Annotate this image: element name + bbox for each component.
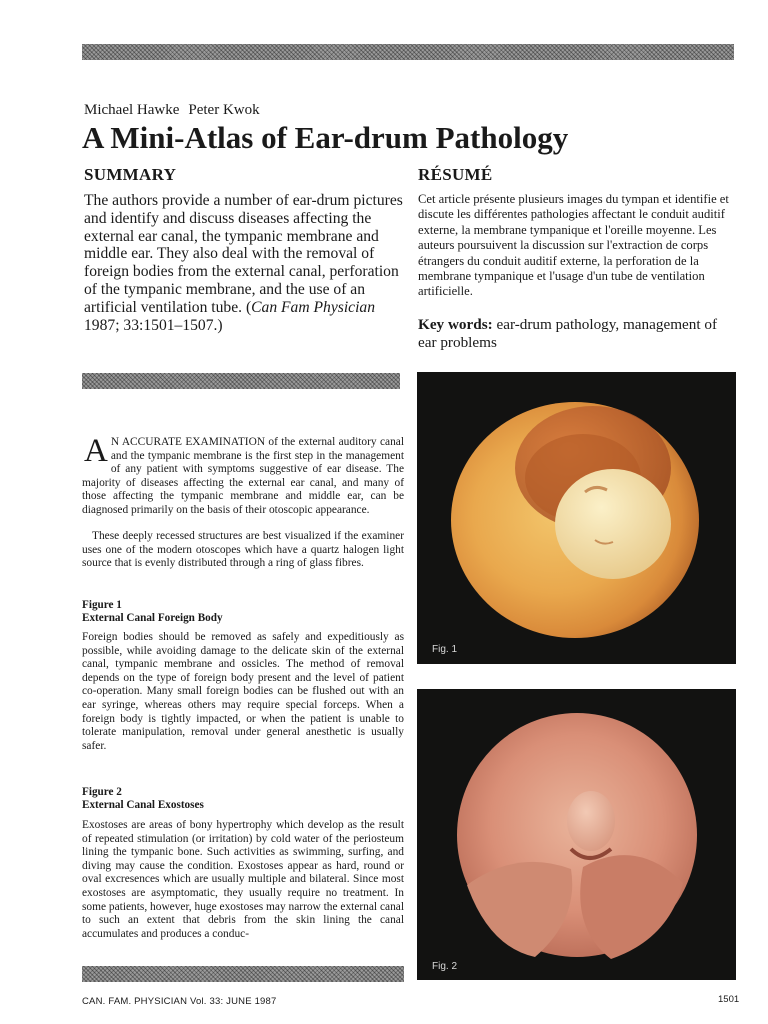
header-rule: [82, 44, 734, 60]
article-title: A Mini-Atlas of Ear-drum Pathology: [82, 120, 569, 155]
footer-rule: [82, 966, 404, 982]
summary-heading: SUMMARY: [84, 165, 177, 184]
resume-heading: RÉSUMÉ: [418, 165, 493, 184]
author-line: [84, 102, 260, 119]
page-number: 1501: [718, 994, 740, 1005]
summary-body: The authors provide a number of ear-drum pictures and identify and discuss diseases affecting the external ear canal, the tympanic membrane and middle ear. They also deal with the removal of foreign bodies from the external canal, perforation of the tympanic membrane, and the use of an artificial ventilation tube.: [84, 192, 403, 316]
photo-label: Fig. 2: [432, 961, 458, 972]
figure-2-text: Exostoses are areas of bony hypertrophy which develop as the result of repeated stimulation (or irritation) by cold water of the periosteum lining the tympanic bone. Such activities as swimming, surfing, and diving may cause the condition. Exostoses appear as hard, round or oval excresences which are usually multiple and bilateral. Since most exostoses are asymptomatic, they usually require no treatment. In some patients, however, huge exostoses may narrow the external canal to such an extent that debris from the skin lining the canal accumulates and produces a conduc-: [82, 819, 404, 940]
section-rule: [82, 373, 400, 389]
figure-number: Figure 1: [82, 599, 122, 611]
figure-1-text: Foreign bodies should be removed as safely and expeditiously as possible, while avoiding damage to the delicate skin of the external canal, tympanic membrane and ossicles. The method of removal depends on the type of foreign body present and the level of patient co-operation. Many small foreign bodies can be flushed out with an ear syringe, whereas others may require special forceps. When a foreign body is tightly impacted, or when the patient is unable to tolerate manipulation, removal under general anesthetic is usually safer.: [82, 631, 404, 752]
figure-number: Figure 2: [82, 786, 122, 798]
resume-text: Cet article présente plusieurs images du tympan et identifie et discute les différentes pathologies affectant le conduit auditif externe, la membrane tympanique et l'oreille moyenne. Les auteurs poursuivent la discussion sur l'extraction de corps étrangers du conduit auditif externe, la perforation de la membrane tympanique et l'usage d'un tube de ventilation artificielle.: [418, 192, 729, 299]
figure-title: External Canal Foreign Body: [82, 612, 223, 624]
figure-1-photo: [417, 372, 736, 664]
figure-1-heading: [82, 599, 223, 625]
citation-details: 1987; 33:1501–1507.): [84, 316, 223, 334]
keywords-text: ear-drum pathology, management of ear problems: [418, 316, 718, 351]
figure-2-heading: [82, 786, 204, 812]
intro-text: N ACCURATE EXAMINATION of the external auditory canal and the tympanic membrane is the first step in the management of any patient with symptoms suggestive of ear disease. The majority of diseases affecting the external ear canal, and many of those affecting the tympanic membrane and middle ear, can be diagnosed primarily on the basis of their otoscopic appearance.: [82, 436, 404, 516]
otoscope-image-exostoses: [417, 689, 736, 980]
figure-title: External Canal Exostoses: [82, 799, 204, 811]
keywords-label: Key words:: [418, 316, 493, 333]
intro-paragraph: [82, 433, 404, 518]
author-name: Peter Kwok: [188, 102, 260, 118]
journal-footer: CAN. FAM. PHYSICIAN Vol. 33: JUNE 1987: [82, 996, 277, 1007]
citation-journal: Can Fam Physician: [251, 298, 376, 316]
photo-label: Fig. 1: [432, 644, 458, 655]
keywords: [418, 316, 736, 352]
figure-2-photo: [417, 689, 736, 980]
author-name: Michael Hawke: [84, 102, 180, 118]
summary-text: The authors provide a number of ear-drum pictures and identify and discuss diseases affecting the external ear canal, the tympanic membrane and middle ear. They also deal with the removal of foreign bodies from the external canal, perforation of the tympanic membrane, and the use of an artificial ventilation tube. (Can Fam Physician 1987; 33:1501–1507.): [84, 192, 403, 334]
drop-cap: A: [84, 433, 108, 469]
otoscope-image-foreign-body: [417, 372, 736, 664]
intro-paragraph-2: These deeply recessed structures are best visualized if the examiner uses one of the modern otoscopes which have a quartz halogen light source that is evenly distributed through a ring of glass fibres.: [82, 530, 404, 570]
